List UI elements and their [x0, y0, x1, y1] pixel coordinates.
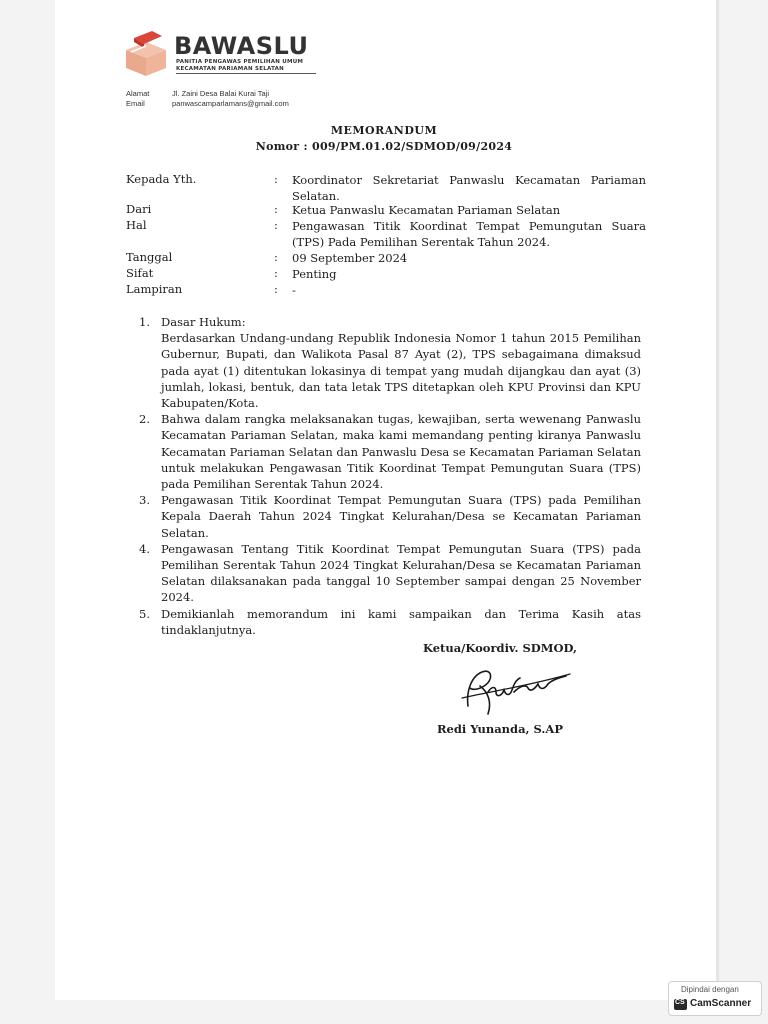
field-label: Hal	[126, 218, 147, 232]
list-item	[139, 492, 641, 541]
list-item	[139, 541, 641, 606]
field-label: Dari	[126, 202, 152, 216]
item-text: Pengawasan Tentang Titik Koordinat Tempat Pemungutan Suara (TPS) pada Pemilihan Serentak Tahun 2024 Tingkat Kelurahan/Desa se Kecamatan Pariaman Selatan dilaksanakan pada tanggal 10 September sampai dengan 25 November 2024.	[161, 541, 641, 605]
memo-number: Nomor : 009/PM.01.02/SDMOD/09/2024	[255, 140, 513, 153]
handwritten-signature	[458, 662, 578, 718]
badge-caption: Dipindai dengan	[681, 985, 739, 994]
item-number: 4.	[139, 541, 150, 556]
item-number: 1.	[139, 315, 150, 329]
field-value: Koordinator Sekretariat Panwaslu Kecamatan Pariaman Selatan.	[292, 173, 646, 203]
field-label: Sifat	[126, 266, 154, 280]
item-number: 3.	[139, 493, 150, 508]
memo-title: MEMORANDUM	[330, 124, 438, 137]
org-subtitle-1: PANITIA PENGAWAS PEMILIHAN UMUM	[176, 59, 304, 65]
field-colon: :	[274, 202, 278, 216]
camscanner-icon	[674, 999, 687, 1010]
signatory-title: Ketua/Koordiv. SDMOD,	[423, 641, 578, 655]
field-label: Tanggal	[126, 250, 173, 264]
org-subtitle-2: KECAMATAN PARIAMAN SELATAN	[176, 66, 285, 72]
field-colon: :	[274, 172, 278, 186]
address-label: Alamat	[126, 89, 150, 98]
field-label: Kepada Yth.	[126, 172, 197, 186]
list-item	[139, 314, 641, 411]
field-value: Penting	[292, 267, 337, 281]
signatory-name: Redi Yunanda, S.AP	[437, 722, 564, 736]
item-text: Bahwa dalam rangka melaksanakan tugas, kewajiban, serta wewenang Panwaslu Kecamatan Pariaman Selatan, maka kami memandang penting kiranya Panwaslu Kecamatan Pariaman Selatan dan Panwaslu Desa se Kecamatan Pariaman Selatan untuk melakukan Pengawasan Titik Koordinat Tempat Pemungutan Suara (TPS) pada Pemilihan Serentak Tahun 2024.	[161, 412, 642, 492]
item-text: Berdasarkan Undang-undang Republik Indonesia Nomor 1 tahun 2015 Pemilihan Gubernur, Bupati, dan Walikota Pasal 87 Ayat (2), TPS sebagaimana dimaksud pada ayat (1) ditentukan lokasinya di tempat yang mudah dijangkau dan ayat (3) jumlah, lokasi, bentuk, dan tata letak TPS ditetapkan oleh KPU Provinsi dan KPU Kabupaten/Kota.	[161, 331, 641, 411]
item-heading: Dasar Hukum:	[161, 315, 246, 329]
field-value: 09 September 2024	[292, 251, 408, 265]
camscanner-icon-text: CS	[675, 999, 685, 1006]
email-label: Email	[126, 99, 145, 108]
camscanner-badge	[668, 981, 762, 1016]
org-name: BAWASLU	[174, 32, 309, 60]
email-value: panwascamparlamans@gmail.com	[172, 99, 289, 108]
field-colon: :	[274, 218, 278, 232]
contact-info	[126, 89, 289, 109]
field-colon: :	[274, 250, 278, 264]
memo-body	[139, 314, 641, 638]
field-value: Pengawasan Titik Koordinat Tempat Pemungutan Suara (TPS) Pada Pemilihan Serentak Tahun 2024.	[292, 219, 646, 249]
bawaslu-emblem-icon	[122, 30, 174, 78]
item-text: Pengawasan Titik Koordinat Tempat Pemungutan Suara (TPS) pada Pemilihan Kepala Daerah Tahun 2024 Tingkat Kelurahan/Desa se Kecamatan Pariaman Selatan.	[161, 493, 641, 540]
address-value: Jl. Zaini Desa Balai Kurai Taji	[172, 89, 269, 98]
field-label: Lampiran	[126, 282, 183, 296]
field-value: Ketua Panwaslu Kecamatan Pariaman Selatan	[292, 203, 561, 217]
field-colon: :	[274, 282, 278, 296]
field-value: -	[292, 283, 296, 297]
item-number: 5.	[139, 606, 150, 621]
bawaslu-logo	[122, 30, 322, 80]
item-text: Demikianlah memorandum ini kami sampaikan dan Terima Kasih atas tindaklanjutnya.	[161, 606, 641, 637]
list-item	[139, 411, 641, 492]
logo-divider	[176, 73, 316, 74]
badge-app-name: CamScanner	[690, 998, 752, 1009]
item-number: 2.	[139, 412, 150, 427]
list-item	[139, 606, 641, 638]
field-colon: :	[274, 266, 278, 280]
